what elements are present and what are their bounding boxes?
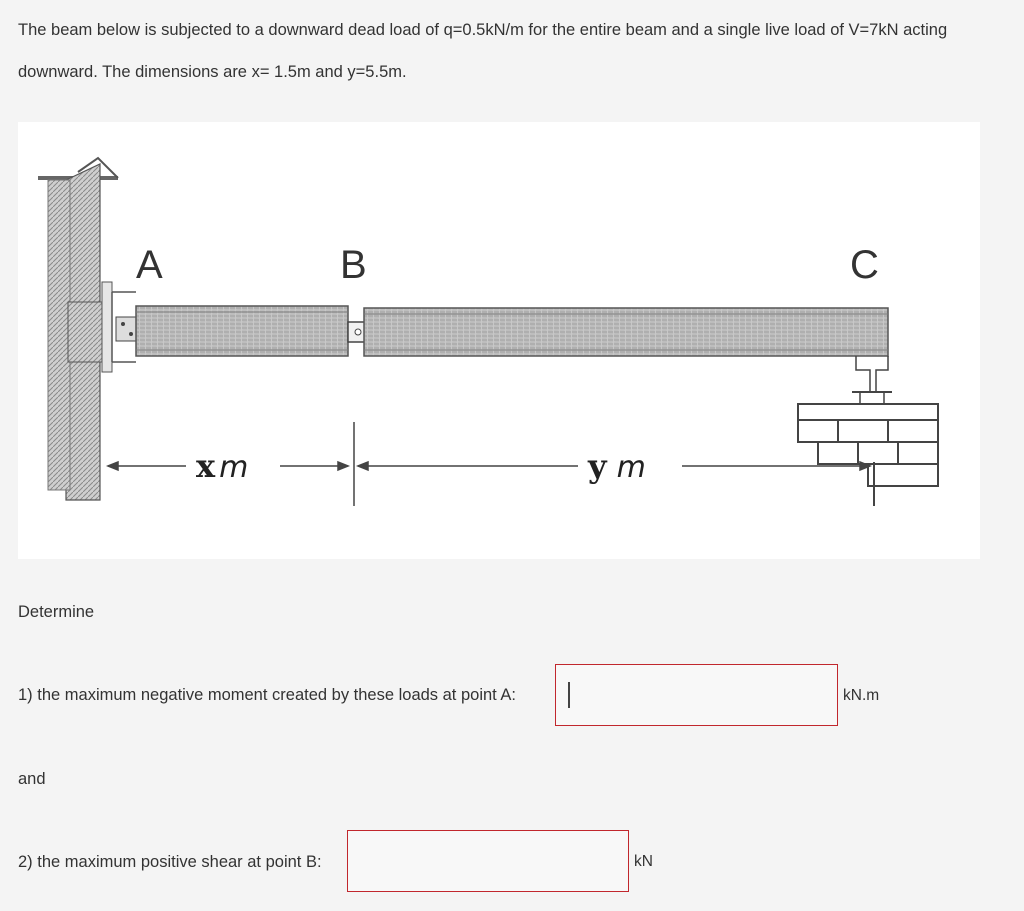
dimension-y-label — [587, 447, 646, 485]
problem-intro-line1: The beam below is subjected to a downward dead load of q=0.5kN/m for the entire beam and a single live load of V=7kN acting — [18, 21, 948, 39]
beam-diagram — [18, 122, 980, 559]
dim-y-unit: m — [616, 450, 646, 485]
label-a: A — [136, 243, 163, 287]
shear-answer-input[interactable] — [347, 830, 629, 892]
dim-y-var: y — [588, 447, 607, 485]
dimension-x-label — [196, 447, 248, 485]
wall-support — [38, 158, 138, 500]
shear-unit-label: kN — [634, 853, 653, 870]
question-2-text: 2) the maximum positive shear at point B: — [18, 853, 322, 871]
text-caret — [568, 682, 570, 708]
beam-segment-ab — [136, 306, 348, 356]
support-c — [798, 356, 938, 506]
beam-segment-bc — [364, 308, 888, 356]
label-b: B — [340, 243, 367, 287]
dim-x-var: x — [196, 447, 216, 485]
label-c: C — [850, 243, 879, 287]
moment-answer-input[interactable] — [555, 664, 838, 726]
dim-x-unit: m — [219, 450, 249, 485]
question-1-text: 1) the maximum negative moment created by these loads at point A: — [18, 686, 517, 704]
determine-text: Determine — [18, 603, 95, 621]
problem-intro-line2: downward. The dimensions are x= 1.5m and y=5.5m. — [18, 63, 407, 81]
moment-unit-label: kN.m — [843, 687, 880, 704]
and-text: and — [18, 770, 46, 788]
